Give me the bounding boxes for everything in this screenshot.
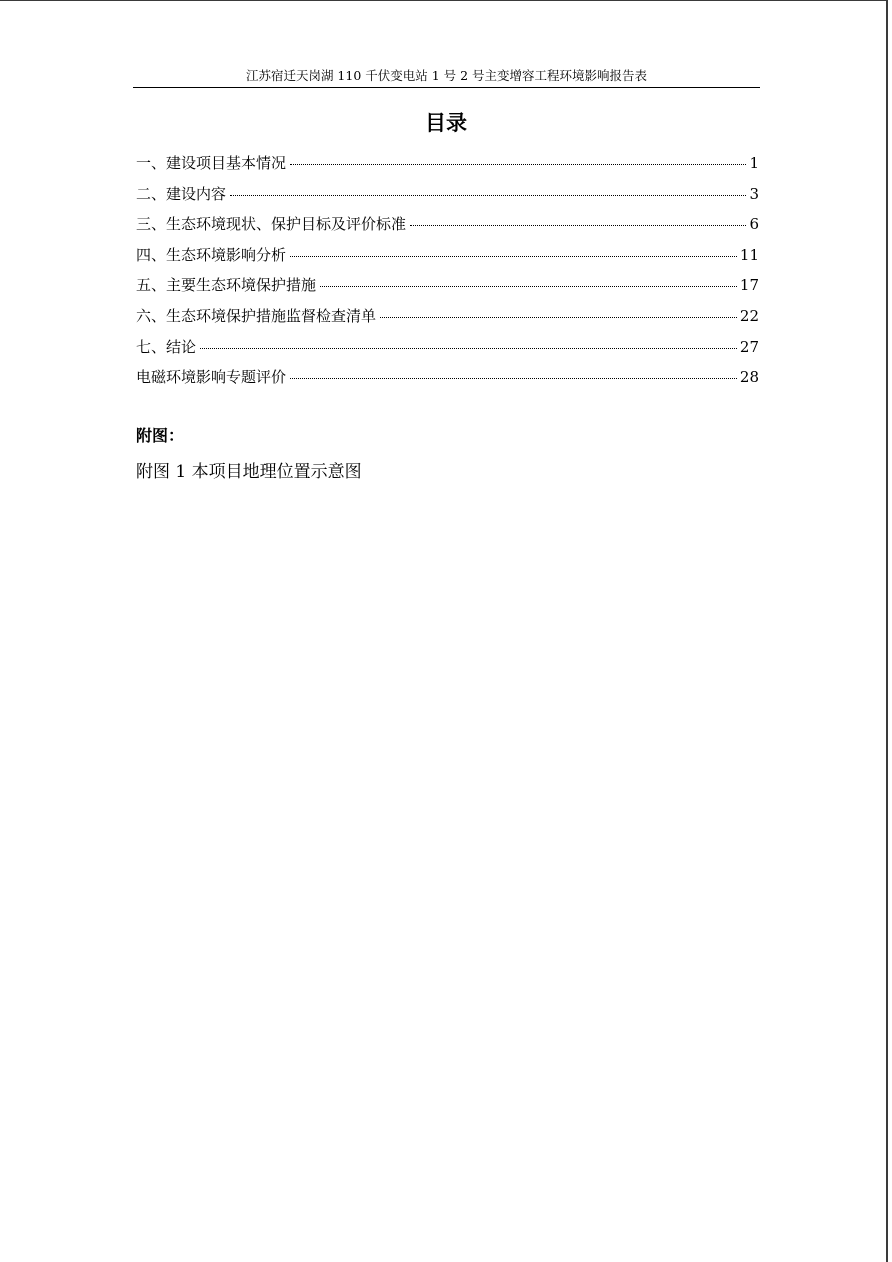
toc-entry[interactable] xyxy=(136,301,759,332)
toc-entry-page: 3 xyxy=(749,184,759,203)
toc-entry[interactable] xyxy=(136,148,759,179)
table-of-contents xyxy=(136,148,759,393)
dot-leader xyxy=(380,317,737,318)
toc-entry[interactable] xyxy=(136,362,759,393)
running-header: 江苏宿迁天岗湖 110 千伏变电站 1 号 2 号主变增容工程环境影响报告表 xyxy=(133,66,760,88)
toc-entry[interactable] xyxy=(136,209,759,240)
toc-entry-page: 28 xyxy=(739,368,759,387)
appendix-item[interactable]: 附图 1 本项目地理位置示意图 xyxy=(136,462,362,482)
toc-entry-label: 四、生态环境影响分析 xyxy=(136,245,287,264)
toc-entry-label: 一、建设项目基本情况 xyxy=(136,154,287,172)
toc-entry-page: 6 xyxy=(749,215,759,234)
toc-entry-page: 17 xyxy=(739,276,759,295)
toc-entry-label: 电磁环境影响专题评价 xyxy=(136,368,287,387)
toc-entry-page: 11 xyxy=(739,245,759,264)
dot-leader xyxy=(290,164,746,165)
toc-entry-label: 七、结论 xyxy=(136,337,197,356)
toc-entry-label: 五、主要生态环境保护措施 xyxy=(136,276,317,295)
toc-entry-page: 22 xyxy=(739,306,759,325)
appendix-heading: 附图： xyxy=(136,426,185,445)
dot-leader xyxy=(410,225,746,226)
toc-entry[interactable] xyxy=(136,240,759,271)
toc-entry[interactable] xyxy=(136,179,759,210)
toc-entry[interactable] xyxy=(136,270,759,301)
toc-entry-page: 27 xyxy=(739,337,759,356)
toc-entry-label: 三、生态环境现状、保护目标及评价标准 xyxy=(136,215,407,234)
dot-leader xyxy=(320,286,737,287)
toc-entry-page: 1 xyxy=(749,154,759,172)
toc-title: 目录 xyxy=(425,110,467,135)
toc-entry-label: 二、建设内容 xyxy=(136,184,227,203)
toc-entry[interactable] xyxy=(136,332,759,363)
dot-leader xyxy=(290,378,737,379)
dot-leader xyxy=(200,348,737,349)
dot-leader xyxy=(230,195,746,196)
toc-entry-label: 六、生态环境保护措施监督检查清单 xyxy=(136,306,377,325)
dot-leader xyxy=(290,256,737,257)
